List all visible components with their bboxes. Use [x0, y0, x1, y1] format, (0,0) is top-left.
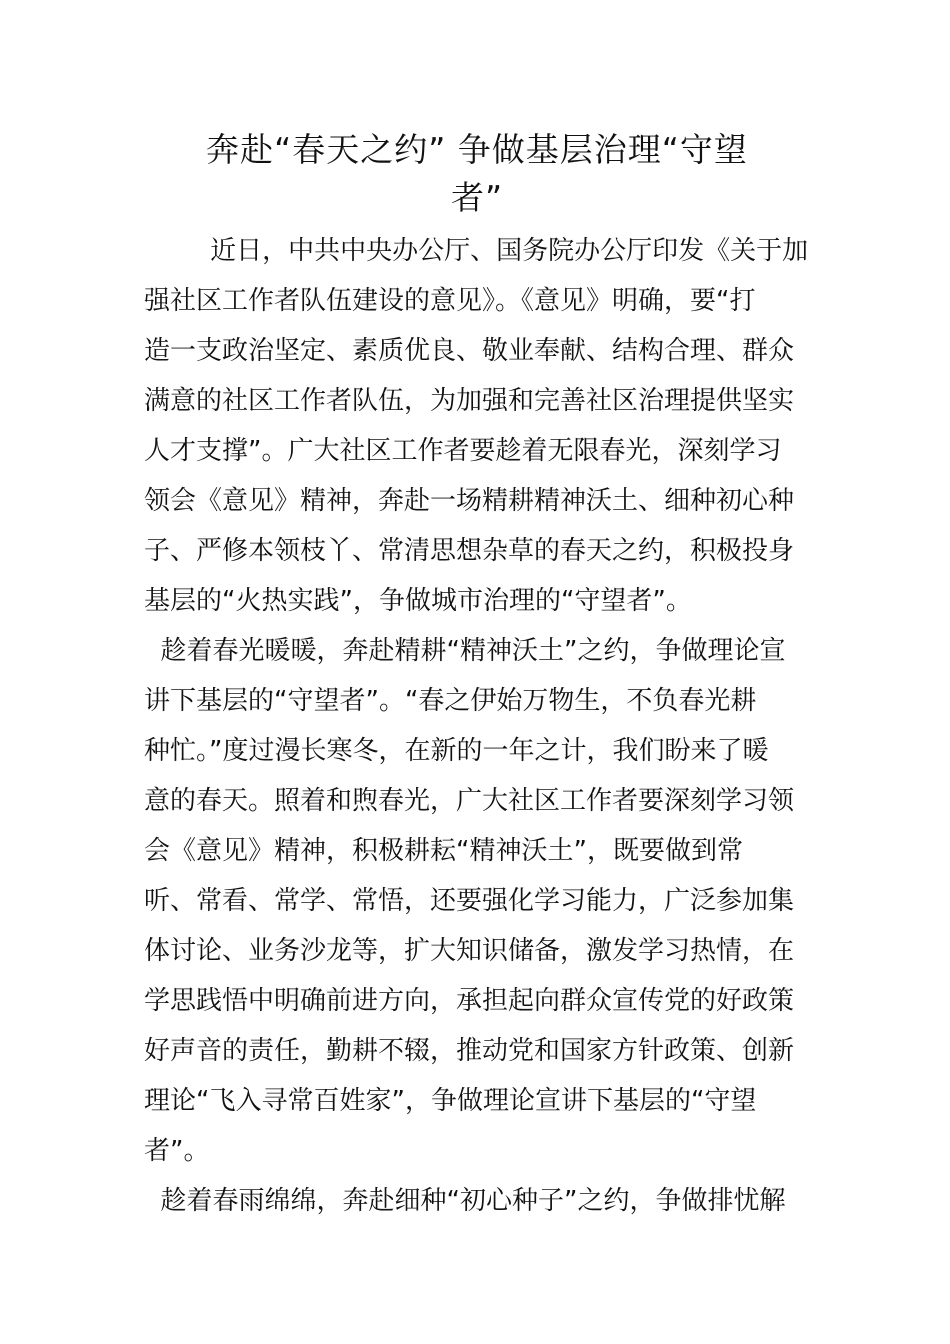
body-line: 趁着春光暖暖，奔赴精耕“精神沃土”之约，争做理论宣 — [144, 636, 786, 666]
article-title-line-2: 者” — [450, 178, 504, 217]
body-line: 趁着春雨绵绵，奔赴细种“初心种子”之约，争做排忧解 — [144, 1186, 786, 1216]
body-line: 近日，中共中央办公厅、国务院办公厅印发《关于加 — [144, 236, 809, 266]
body-line: 意的春天。照着和煦春光，广大社区工作者要深刻学习领 — [144, 786, 795, 816]
body-line: 满意的社区工作者队伍，为加强和完善社区治理提供坚实 — [144, 386, 795, 416]
body-line: 体讨论、业务沙龙等，扩大知识储备，激发学习热情，在 — [144, 936, 795, 966]
article-title — [146, 126, 808, 222]
article-body — [144, 226, 814, 1226]
body-line: 强社区工作者队伍建设的意见》。《意见》明确，要“打 — [144, 286, 756, 316]
body-line: 听、常看、常学、常悟，还要强化学习能力，广泛参加集 — [144, 886, 795, 916]
body-line: 种忙。”度过漫长寒冬，在新的一年之计，我们盼来了暖 — [144, 736, 769, 766]
body-line: 学思践悟中明确前进方向，承担起向群众宣传党的好政策 — [144, 986, 795, 1016]
body-line: 会《意见》精神，积极耕耘“精神沃土”，既要做到常 — [144, 836, 743, 866]
body-line: 基层的“火热实践”，争做城市治理的“守望者”。 — [144, 586, 692, 616]
body-line: 理论“飞入寻常百姓家”，争做理论宣讲下基层的“守望 — [144, 1086, 757, 1116]
article-title-line-1: 奔赴“春天之约” 争做基层治理“守望 — [206, 130, 748, 169]
body-line: 人才支撑”。广大社区工作者要趁着无限春光，深刻学习 — [144, 436, 782, 466]
body-line: 造一支政治坚定、素质优良、敬业奉献、结构合理、群众 — [144, 336, 795, 366]
body-line: 好声音的责任，勤耕不辍，推动党和国家方针政策、创新 — [144, 1036, 795, 1066]
body-line: 领会《意见》精神，奔赴一场精耕精神沃土、细种初心种 — [144, 486, 795, 516]
body-line: 者”。 — [144, 1136, 210, 1166]
body-line: 讲下基层的“守望者”。“春之伊始万物生，不负春光耕 — [144, 686, 757, 716]
body-line: 子、严修本领枝丫、常清思想杂草的春天之约，积极投身 — [144, 536, 795, 566]
